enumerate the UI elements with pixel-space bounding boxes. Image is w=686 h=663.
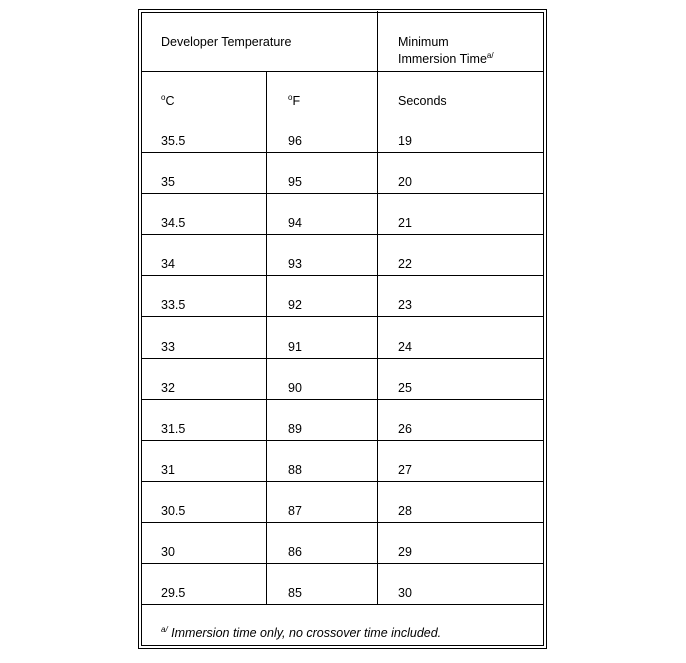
fahrenheit-cell: 94 [288, 216, 302, 230]
seconds-cell: 22 [398, 257, 412, 271]
celsius-cell: 34 [161, 257, 175, 271]
immersion-time-label: Immersion Time [398, 52, 487, 66]
celsius-cell: 34.5 [161, 216, 186, 230]
row-divider [141, 440, 544, 441]
fahrenheit-cell: 87 [288, 504, 302, 518]
fahrenheit-degree-symbol: o [288, 93, 293, 102]
celsius-cell: 35.5 [161, 134, 186, 148]
seconds-cell: 25 [398, 381, 412, 395]
row-divider [141, 275, 544, 276]
table-inner-border [141, 12, 544, 646]
header-divider [141, 71, 544, 72]
seconds-cell: 24 [398, 340, 412, 354]
seconds-cell: 28 [398, 504, 412, 518]
footnote [161, 626, 441, 641]
seconds-cell: 19 [398, 134, 412, 148]
row-divider [141, 399, 544, 400]
celsius-cell: 30 [161, 545, 175, 559]
fahrenheit-cell: 93 [288, 257, 302, 271]
row-divider [141, 358, 544, 359]
seconds-unit-header: Seconds [398, 94, 447, 108]
celsius-cell: 33.5 [161, 298, 186, 312]
celsius-cell: 33 [161, 340, 175, 354]
developer-temperature-heading: Developer Temperature [161, 35, 292, 49]
celsius-cell: 29.5 [161, 586, 186, 600]
table-frame [138, 9, 547, 649]
fahrenheit-unit-header [288, 94, 300, 109]
celsius-unit-label: C [165, 94, 175, 108]
celsius-cell: 31.5 [161, 422, 186, 436]
footnote-marker: a/ [161, 625, 168, 634]
seconds-cell: 27 [398, 463, 412, 477]
celsius-degree-symbol: o [161, 93, 166, 102]
row-divider [141, 193, 544, 194]
fahrenheit-cell: 92 [288, 298, 302, 312]
seconds-cell: 29 [398, 545, 412, 559]
row-divider [141, 563, 544, 564]
seconds-cell: 26 [398, 422, 412, 436]
immersion-time-heading-line [398, 52, 494, 67]
row-divider [141, 234, 544, 235]
row-divider [141, 152, 544, 153]
fahrenheit-cell: 88 [288, 463, 302, 477]
celsius-cell: 31 [161, 463, 175, 477]
seconds-cell: 30 [398, 586, 412, 600]
fahrenheit-unit-label: F [292, 94, 301, 108]
celsius-cell: 32 [161, 381, 175, 395]
footnote-text: Immersion time only, no crossover time included. [167, 626, 442, 640]
seconds-cell: 21 [398, 216, 412, 230]
fahrenheit-cell: 90 [288, 381, 302, 395]
minimum-heading-line: Minimum [398, 35, 449, 49]
immersion-time-footnote-marker: a/ [486, 51, 494, 60]
row-divider [141, 522, 544, 523]
column-divider-time [377, 11, 378, 604]
fahrenheit-cell: 91 [288, 340, 302, 354]
celsius-unit-header [161, 94, 174, 109]
footnote-divider [141, 604, 544, 605]
fahrenheit-cell: 86 [288, 545, 302, 559]
fahrenheit-cell: 96 [288, 134, 302, 148]
celsius-cell: 30.5 [161, 504, 186, 518]
fahrenheit-cell: 95 [288, 175, 302, 189]
row-divider [141, 481, 544, 482]
column-divider-celsius-fahrenheit [266, 71, 267, 604]
seconds-cell: 23 [398, 298, 412, 312]
fahrenheit-cell: 89 [288, 422, 302, 436]
row-divider [141, 316, 544, 317]
fahrenheit-cell: 85 [288, 586, 302, 600]
seconds-cell: 20 [398, 175, 412, 189]
celsius-cell: 35 [161, 175, 175, 189]
